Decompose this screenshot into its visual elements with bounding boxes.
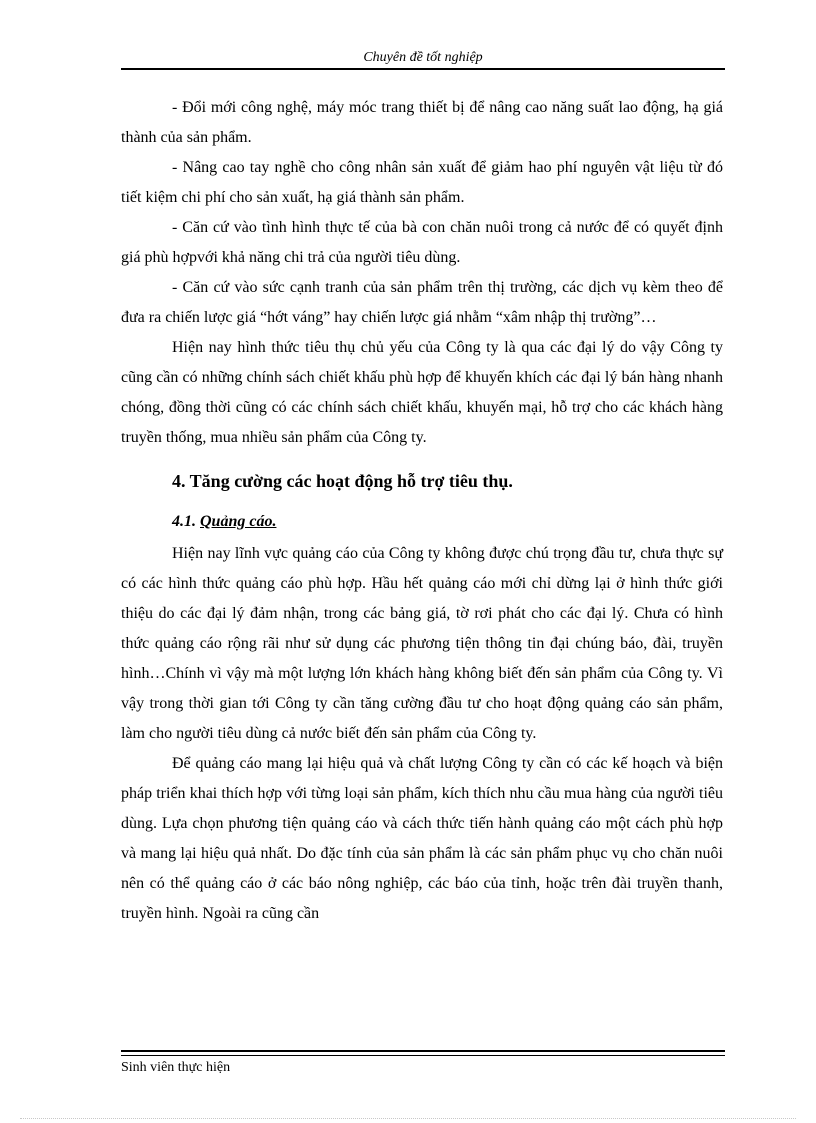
paragraph-advertising-current: Hiện nay lĩnh vực quảng cáo của Công ty không được chú trọng đầu tư, chưa thực sự có các hình thức quảng cáo phù hợp. Hầu hết quảng cáo mới chỉ dừng lại ở hình thức giới thiệu do các đại lý đảm nhận, trong các bảng giá, tờ rơi phát cho các đại lý. Chưa có hình thức quảng cáo rộng rãi như sử dụng các phương tiện thông tin đại chúng báo, đài, truyền hình…Chính vì vậy mà một lượng lớn khách hàng không biết đến sản phẩm của Công ty. Vì vậy trong thời gian tới Công ty cần tăng cường đầu tư cho hoạt động quảng cáo sản phẩm, làm cho người tiêu dùng cả nước biết đến sản phẩm của Công ty.: [121, 545, 723, 742]
page-bottom-edge: [20, 1118, 796, 1119]
subsection-title: Quảng cáo.: [200, 513, 277, 530]
paragraph-pricing-decision: - Căn cứ vào tình hình thực tế của bà con chăn nuôi trong cả nước để có quyết định giá phù hợpvới khả năng chi trả của người tiêu dùng.: [121, 219, 723, 266]
paragraph-distribution-agents: Hiện nay hình thức tiêu thụ chủ yếu của Công ty là qua các đại lý do vậy Công ty cũng cần có những chính sách chiết khấu phù hợp để khuyến khích các đại lý bán hàng nhanh chóng, đồng thời cũng có các chính sách chiết khấu, khuyến mại, hỗ trợ cho các khách hàng truyền thống, mua nhiều sản phẩm của Công ty.: [121, 339, 723, 446]
paragraph-worker-skills: - Nâng cao tay nghề cho công nhân sản xuất để giảm hao phí nguyên vật liệu từ đó tiết kiệm chi phí cho sản xuất, hạ giá thành sản phẩm.: [121, 159, 723, 206]
subsection-number: 4.1.: [172, 513, 196, 530]
footer-divider-thin: [121, 1055, 725, 1056]
paragraph-pricing-strategy: - Căn cứ vào sức cạnh tranh của sản phẩm trên thị trường, các dịch vụ kèm theo để đưa ra chiến lược giá “hớt váng” hay chiến lược giá nhằm “xâm nhập thị trường”…: [121, 279, 723, 326]
page-header-title: Chuyên đề tốt nghiệp: [363, 50, 483, 65]
document-body: [121, 93, 723, 929]
subsection-heading: [121, 505, 723, 539]
footer-divider-thick: [121, 1050, 725, 1052]
paragraph-technology-renewal: - Đổi mới công nghệ, máy móc trang thiết bị để nâng cao năng suất lao động, hạ giá thành của sản phẩm.: [121, 99, 723, 146]
header-divider: [121, 68, 725, 70]
section-heading: 4. Tăng cường các hoạt động hỗ trợ tiêu thụ.: [172, 471, 513, 491]
page-footer-text: Sinh viên thực hiện: [121, 1060, 231, 1075]
paragraph-advertising-plan: Để quảng cáo mang lại hiệu quả và chất lượng Công ty cần có các kế hoạch và biện pháp triển khai thích hợp với từng loại sản phẩm, kích thích nhu cầu mua hàng của người tiêu dùng. Lựa chọn phương tiện quảng cáo và cách thức tiến hành quảng cáo một cách phù hợp và mang lại hiệu quả nhất. Do đặc tính của sản phẩm là các sản phẩm phục vụ cho chăn nuôi nên có thể quảng cáo ở các báo nông nghiệp, các báo của tỉnh, hoặc trên đài truyền thanh, truyền hình. Ngoài ra cũng cần: [121, 755, 723, 922]
